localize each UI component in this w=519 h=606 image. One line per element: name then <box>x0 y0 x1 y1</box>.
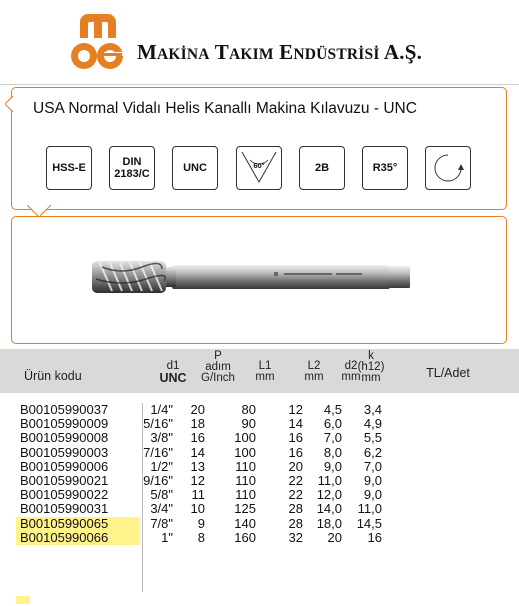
table-row <box>0 431 519 445</box>
cell-d2: 20 <box>327 529 342 545</box>
cell-d1: 1/2" <box>150 458 173 474</box>
cell-code: B00105990003 <box>20 444 109 460</box>
cell-d1: 5/8" <box>150 487 173 503</box>
cell-l1: 110 <box>235 487 256 503</box>
cell-l1: 100 <box>234 430 256 446</box>
cell-d2: 6,0 <box>323 416 342 432</box>
cell-code: B00105990065 <box>16 517 140 531</box>
table-row <box>0 460 519 474</box>
spec-unc: UNC <box>172 146 218 190</box>
table-row <box>0 502 519 516</box>
table-row <box>0 531 519 545</box>
cell-d2: 8,0 <box>323 444 342 460</box>
product-info-box <box>11 87 507 210</box>
product-title: USA Normal Vidalı Helis Kanallı Makina Kılavuzu - UNC <box>33 100 417 117</box>
cell-l2: 20 <box>288 458 303 474</box>
table-body <box>0 403 519 545</box>
cell-k: 4,9 <box>363 416 382 432</box>
cell-code: B00105990009 <box>20 416 109 432</box>
table-row <box>0 517 519 531</box>
cell-l2: 28 <box>288 501 303 517</box>
cell-k: 14,5 <box>356 515 382 531</box>
header-pitch: P adım G/Inch <box>201 350 235 384</box>
cell-p: 18 <box>190 416 205 432</box>
thread-angle-icon <box>236 146 282 190</box>
table-row <box>0 417 519 431</box>
cell-code: B00105990037 <box>20 402 109 417</box>
table-row <box>0 446 519 460</box>
cell-p: 11 <box>191 487 205 503</box>
cell-l2: 12 <box>288 402 303 417</box>
header-code: Ürün kodu <box>24 369 82 383</box>
table-row <box>0 488 519 502</box>
table-header <box>0 349 519 393</box>
cell-d2: 7,0 <box>323 430 342 446</box>
company-logo <box>66 12 128 70</box>
cell-l1: 160 <box>234 529 256 545</box>
cell-l1: 110 <box>235 458 256 474</box>
cell-p: 8 <box>197 529 205 545</box>
cell-d2: 4,5 <box>323 402 342 417</box>
cell-code: B00105990022 <box>20 487 109 503</box>
cell-l1: 100 <box>234 444 256 460</box>
cell-l2: 32 <box>288 529 303 545</box>
cell-p: 20 <box>190 402 205 417</box>
table-row <box>0 474 519 488</box>
cell-d2: 14,0 <box>316 501 342 517</box>
cell-p: 16 <box>190 430 205 446</box>
cell-p: 14 <box>190 444 205 460</box>
cell-d1: 1/4" <box>150 402 173 417</box>
cell-k: 16 <box>367 529 382 545</box>
rotation-clockwise-icon <box>425 146 471 190</box>
cell-p: 13 <box>190 458 205 474</box>
cell-p: 10 <box>190 501 205 517</box>
tap-image <box>12 217 506 343</box>
cell-l2: 14 <box>288 416 303 432</box>
cell-k: 11,0 <box>357 501 382 517</box>
header-k: k (h12) mm <box>357 350 385 384</box>
cell-p: 12 <box>190 472 205 488</box>
cell-l1: 125 <box>234 501 256 517</box>
cell-d2: 9,0 <box>323 458 342 474</box>
header-qty: TL/Adet <box>426 366 470 380</box>
box-notch-left <box>5 96 19 112</box>
cell-k: 5,5 <box>363 430 382 446</box>
cell-code: B00105990021 <box>20 472 109 488</box>
cell-d1: 9/16" <box>143 472 173 488</box>
spec-din: DIN 2183/C <box>109 146 155 190</box>
cell-d1: 3/8" <box>150 430 173 446</box>
cell-code: B00105990006 <box>20 458 109 474</box>
cell-d1: 7/16" <box>143 444 173 460</box>
cell-l2: 22 <box>288 472 303 488</box>
cell-l2: 16 <box>288 444 303 460</box>
cell-d1: 5/16" <box>143 416 173 432</box>
cell-k: 6,2 <box>363 444 382 460</box>
cell-code: B00105990008 <box>20 430 109 446</box>
header-l2: L2 mm <box>304 360 324 383</box>
cell-l2: 22 <box>288 487 303 503</box>
cell-k: 9,0 <box>363 487 382 503</box>
cell-k: 7,0 <box>363 458 382 474</box>
cell-d1: 3/4" <box>150 501 173 517</box>
cell-d2: 18,0 <box>316 515 342 531</box>
spec-helix-angle: R35° <box>362 146 408 190</box>
cell-l1: 140 <box>234 515 256 531</box>
highlight-legend <box>16 594 30 606</box>
cell-l1: 90 <box>241 416 256 432</box>
cell-p: 9 <box>197 515 205 531</box>
header-d2: d2 mm <box>341 360 361 383</box>
header-l1: L1 mm <box>255 360 275 383</box>
cell-d2: 12,0 <box>316 487 342 503</box>
brand-name: MAKİNA TAKIM ENDÜSTRİSİ A.Ş. <box>137 40 423 64</box>
cell-k: 9,0 <box>363 472 382 488</box>
cell-code: B00105990066 <box>16 531 140 545</box>
cell-d1: 1" <box>161 529 173 545</box>
cell-d2: 11,0 <box>317 472 342 488</box>
header-divider <box>0 84 519 85</box>
cell-k: 3,4 <box>363 402 382 417</box>
cell-code: B00105990031 <box>20 501 109 517</box>
spec-hss-e: HSS-E <box>46 146 92 190</box>
cell-d1: 7/8" <box>150 515 173 531</box>
cell-l1: 80 <box>241 402 256 417</box>
legend-swatch <box>16 596 30 604</box>
cell-l1: 110 <box>235 472 256 488</box>
cell-l2: 28 <box>288 515 303 531</box>
svg-text:60°: 60° <box>253 161 265 170</box>
table-row <box>0 403 519 417</box>
header-d1: d1 UNC <box>159 360 187 385</box>
product-image-box <box>11 216 507 344</box>
cell-l2: 16 <box>288 430 303 446</box>
spec-tolerance: 2B <box>299 146 345 190</box>
